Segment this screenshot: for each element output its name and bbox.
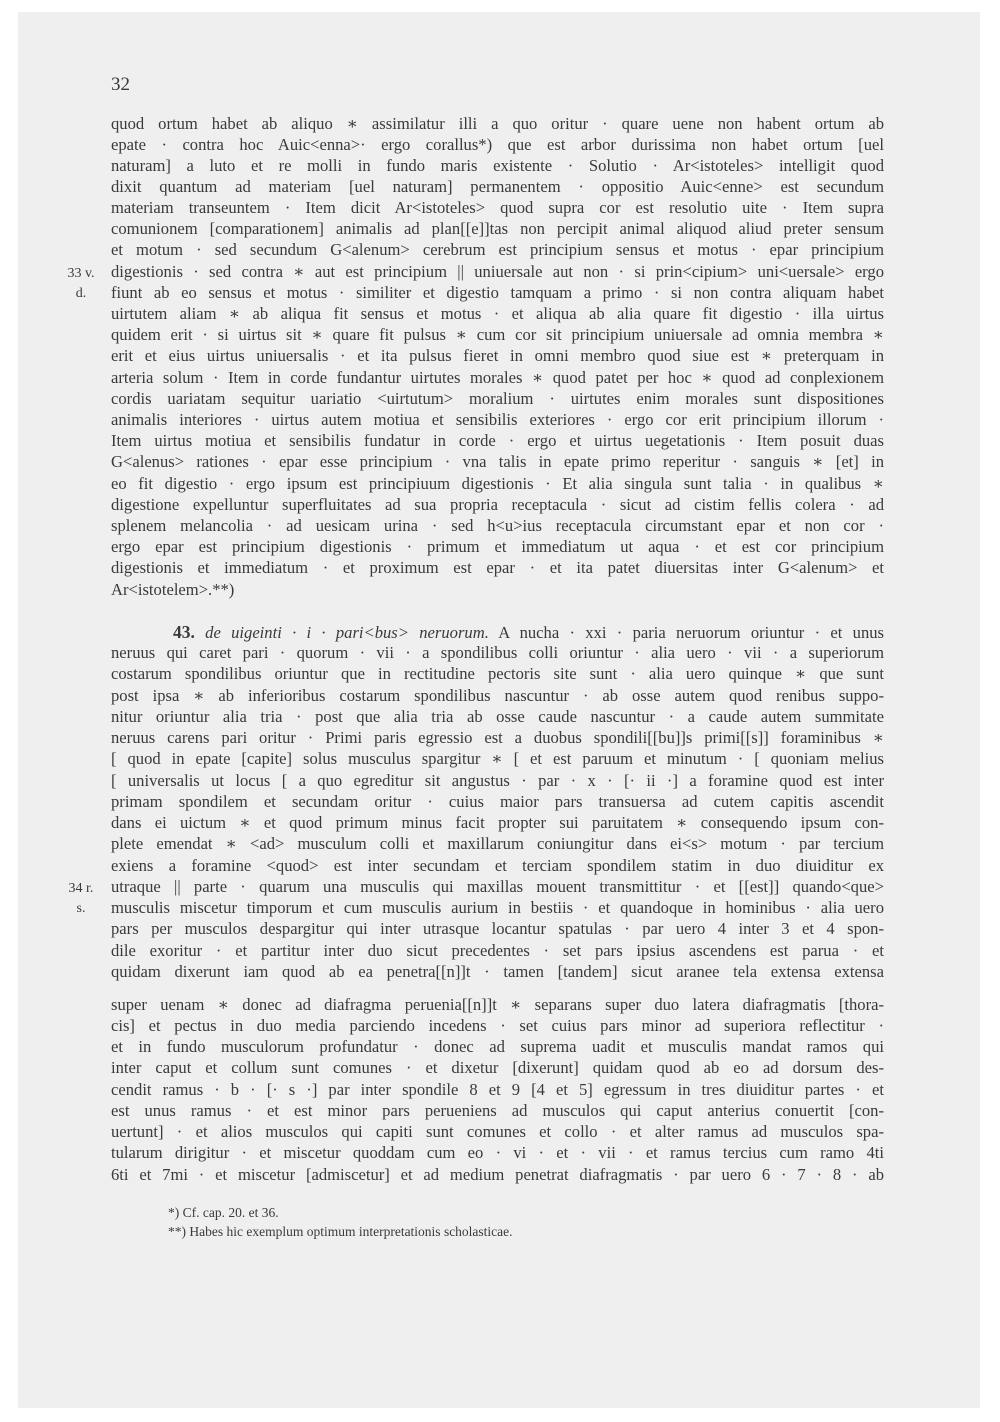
- text-line: epate · contra hoc Auic<enna>· ergo corallus*) que est arbor durissima non habet ortum [uel: [111, 135, 884, 154]
- text-line: musculis miscetur timporum et cum musculis aurium in bestiis · et quandoque in hominibus · alia uero: [111, 898, 884, 917]
- text-line: digestione expelluntur superfluitates ad sua propria receptacula · sicut ad cistim fellis colera · ad: [111, 495, 884, 514]
- text-line: costarum spondilibus oriuntur que in rectitudine pectoris site sunt · alia uero quinque ∗ que sunt: [111, 664, 884, 683]
- text-line: plete emendat ∗ <ad> musculum colli et maxillarum coniungitur dans ei<s> motum · par tercium: [111, 834, 884, 853]
- margin-folio-column: d.: [75, 286, 87, 301]
- margin-folio-number: 34 r.: [68, 881, 94, 896]
- margin-folio-note: [61, 879, 101, 919]
- section-title: de uigeinti · i · pari<bus> neruorum.: [205, 623, 489, 642]
- margin-folio-number: 33 v.: [67, 266, 95, 281]
- text-line: cendit ramus · b · [· s ·] par inter spondile 8 et 9 [4 et 5] egressum in tres diuiditur partes · et: [111, 1080, 884, 1099]
- section-opening-text: A nucha · xxi · paria neruorum oriuntur · et unus: [488, 623, 884, 642]
- text-line: et in fundo musculorum profundatur · donec ad suprema uadit et musculis mandat ramos qui: [111, 1037, 884, 1056]
- text-line: materiam transeuntem · Item dicit Ar<istoteles> quod supra cor est resolutio uite · Item supra: [111, 198, 884, 217]
- text-line: tularum dirigitur · et miscetur quoddam cum eo · vi · et · vii · et ramus tercius cum ramo 4ti: [111, 1143, 884, 1162]
- section-number: 43.: [173, 622, 195, 642]
- footnote: *) Cf. cap. 20. et 36.: [168, 1205, 279, 1220]
- text-line: est unus ramus · et est minor pars perueniens ad musculos qui caput anterius conuertit [con-: [111, 1101, 884, 1120]
- text-line: neruus qui caret pari · quorum · vii · a spondilibus colli oriuntur · alia uero · vii · a superiorum: [111, 643, 884, 662]
- text-line: 6ti et 7mi · et miscetur [admiscetur] et ad medium penetrat diafragmatis · par uero 6 · 7 · 8 · ab: [111, 1165, 884, 1184]
- text-line: nitur oriuntur alia tria · post que alia tria ab osse caude nascuntur · a caude autem summitate: [111, 707, 884, 726]
- text-line: quidam dixerunt iam quod ab ea penetra[[n]]t · tamen [tandem] sicut aranee tela extensa extensa: [111, 962, 884, 981]
- text-line: exiens a foramine <quod> est inter secundam et terciam spondilem statim in duo diuiditur ex: [111, 856, 884, 875]
- text-line: pars per musculos despargitur qui inter utrasque locantur spatulas · par uero 4 inter 3 et 4 spon-: [111, 919, 884, 938]
- text-line: eo fit digestio · ergo ipsum est principiuum digestionis · Et alia singula sunt talia · in qualibus ∗: [111, 474, 884, 493]
- text-line: post ipsa ∗ ab inferioribus costarum spondilibus nascuntur · ab osse autem quod renibus suppo-: [111, 686, 884, 705]
- text-line: [ quod in epate [capite] solus musculus spargitur ∗ [ et est paruum et minutum · [ quoniam melius: [111, 749, 884, 768]
- text-line: comunionem [comparationem] animalis ad plan[[e]]tas non percipit animal aliquod aliud preter sensum: [111, 219, 884, 238]
- text-line: neruus carens pari oritur · Primi paris egressio est a duobus spondili[[bu]]s primi[[s]] foraminibus ∗: [111, 728, 884, 747]
- text-line: Item uirtus motiua et sensibilis fundatur in corde · ergo et uirtus uegetationis · Item posuit duas: [111, 431, 884, 450]
- text-line: ergo epar est principium digestionis · primum et immediatum ut aqua · et est cor principium: [111, 537, 884, 556]
- text-line: et motum · sed secundum G<alenum> cerebrum est principium sensus et motus · epar principium: [111, 240, 884, 259]
- text-line: quod ortum habet ab aliquo ∗ assimilatur illi a quo oritur · quare uene non habent ortum ab: [111, 114, 884, 133]
- margin-folio-note: [61, 264, 101, 304]
- section-heading: [111, 622, 884, 643]
- text-line: uertunt] · et alios musculos qui capiti sunt comunes et collo · et alter ramus ad musculos spa-: [111, 1122, 884, 1141]
- text-line: [ universalis ut locus [ a quo egreditur sit angustus · par · x · [· ii ·] a foramine quod est inter: [111, 771, 884, 790]
- text-line: inter caput et collum sunt comunes · et dixetur [dixerunt] quidam quod ab eo ad dorsum des-: [111, 1058, 884, 1077]
- text-line: Ar<istotelem>.**): [111, 580, 235, 599]
- text-line: dans ei uictum ∗ et quod primum minus facit propter sui paruitatem ∗ consequendo ipsum con-: [111, 813, 884, 832]
- text-line: animalis interiores · uirtus autem motiua et sensibilis exteriores · ergo cor erit principium illorum ·: [111, 410, 884, 429]
- margin-folio-column: s.: [76, 901, 86, 916]
- footnote: **) Habes hic exemplum optimum interpretationis scholasticae.: [168, 1224, 513, 1239]
- page-number: 32: [111, 74, 130, 95]
- text-line: uirtutem aliam ∗ ab aliqua fit sensus et motus · et aliqua ab alia quare fit digestio · illa uirtus: [111, 304, 884, 323]
- text-line: utraque || parte · quarum una musculis qui maxillas mouent transmittitur · et [[est]] quando<que>: [111, 877, 884, 896]
- text-line: naturam] a luto et re molli in fundo maris existente · Solutio · Ar<istoteles> intelligit quod: [111, 156, 884, 175]
- text-line: super uenam ∗ donec ad diafragma peruenia[[n]]t ∗ separans super duo latera diafragmatis [thora-: [111, 995, 884, 1014]
- text-line: digestionis · sed contra ∗ aut est principium || uniuersale aut non · si prin<cipium> uni<uersale> ergo: [111, 262, 884, 281]
- text-line: quidem erit · si uirtus sit ∗ quare fit pulsus ∗ cum cor sit principium uniuersale ad omnia membra ∗: [111, 325, 884, 344]
- text-line: primam spondilem et secundam oritur · cuius maior pars transuersa ad cutem capitis ascendit: [111, 792, 884, 811]
- text-line: erit et eius uirtus uniuersalis · et ita pulsus fieret in omni membro quod siue est ∗ preterquam in: [111, 346, 884, 365]
- text-line: dile exoritur · et partitur inter duo sicut precedentes · set pars ipsius ascendens est parua · et: [111, 941, 884, 960]
- text-line: dixit quantum ad materiam [uel naturam] permanentem · oppositio Auic<enne> est secundum: [111, 177, 884, 196]
- text-line: cordis uariatam sequitur uariatio <uirtutum> moralium · uirtutes enim morales sunt dispositiones: [111, 389, 884, 408]
- text-line: splenem melancolia · ad uesicam urina · sed h<u>ius receptacula circumstant epar et non cor ·: [111, 516, 884, 535]
- text-line: G<alenus> rationes · epar esse principium · vna talis in epate primo reperitur · sanguis ∗ [et] in: [111, 452, 884, 471]
- text-line: cis] et pectus in duo media parciendo incedens · set cuius pars minor ad superiora reflectitur ·: [111, 1016, 884, 1035]
- text-line: digestionis et immediatum · et proximum est epar · et ita patet diuersitas inter G<alenum> et: [111, 558, 884, 577]
- text-line: fiunt ab eo sensus et motus · similiter et digestio tamquam a primo · si non contra aliquam habet: [111, 283, 884, 302]
- text-line: arteria solum · Item in corde fundantur uirtutes morales ∗ quod patet per hoc ∗ quod ad conplexionem: [111, 368, 884, 387]
